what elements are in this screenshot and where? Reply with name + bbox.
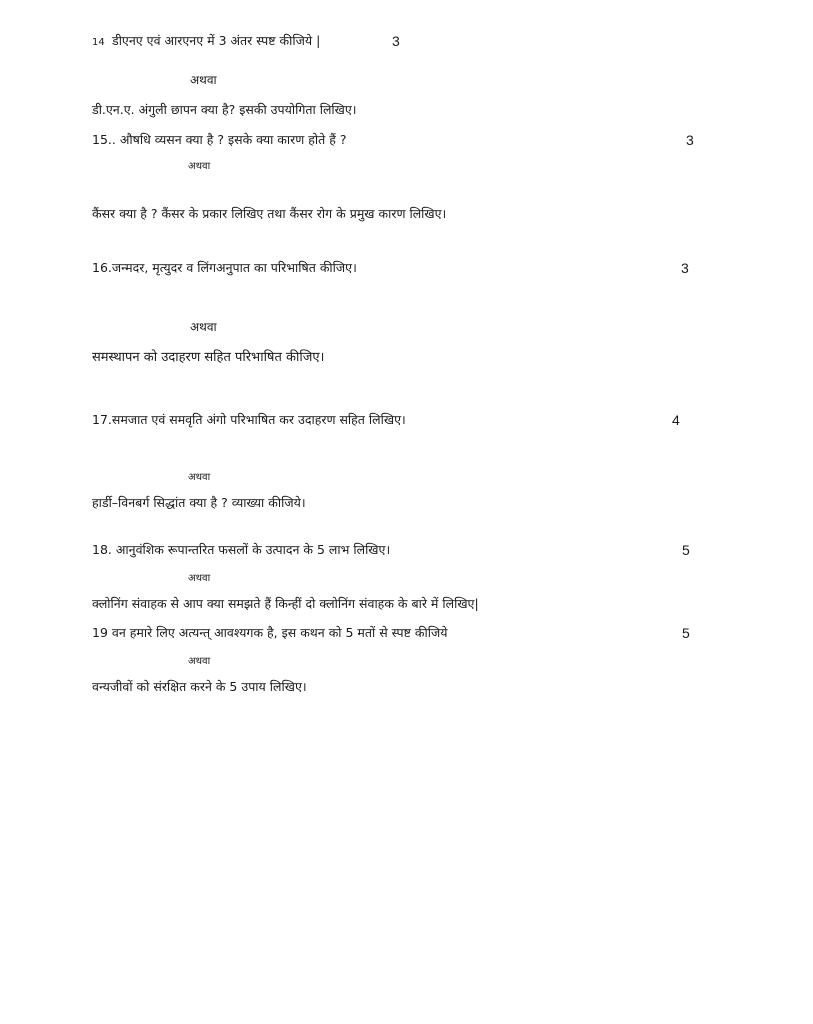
q16-or: अथवा: [190, 320, 217, 334]
q19-or: अथवा: [188, 656, 211, 667]
q16-alt: समस्थापन को उदाहरण सहित परिभाषित कीजिए।: [92, 350, 325, 365]
q18-marks: 5: [682, 542, 690, 558]
q19-marks: 5: [682, 625, 690, 641]
q18-or: अथवा: [188, 573, 211, 584]
q15-text: 15.. औषधि व्यसन क्या है ? इसके क्या कारण होते हैं ?: [92, 132, 347, 147]
q14-alt: डी.एन.ए. अंगुली छापन क्या है? इसकी उपयोगिता लिखिए।: [92, 102, 357, 117]
q16-marks: 3: [681, 260, 689, 276]
q17-or: अथवा: [188, 472, 211, 483]
q15-or: अथवा: [188, 161, 211, 172]
q18-alt: क्लोनिंग संवाहक से आप क्या समझते हैं किन्हीं दो क्लोनिंग संवाहक के बारे में लिखिए|: [92, 596, 479, 611]
q14-text: डीएनए एवं आरएनए में 3 अंतर स्पष्ट कीजिये |: [112, 33, 321, 48]
q17-alt: हार्डी–विनबर्ग सिद्धांत क्या है ? व्याख्या कीजिये।: [92, 495, 306, 510]
q17-marks: 4: [672, 412, 680, 428]
q14-number: 14: [92, 37, 105, 48]
q17-text: 17.समजात एवं समवृति अंगो परिभाषित कर उदाहरण सहित लिखिए।: [92, 412, 406, 427]
q19-alt: वन्यजीवों को संरक्षित करने के 5 उपाय लिखिए।: [92, 679, 307, 694]
q16-text: 16.जन्मदर, मृत्युदर व लिंगअनुपात का परिभाषित कीजिए।: [92, 260, 357, 275]
q15-alt: कैंसर क्या है ? कैंसर के प्रकार लिखिए तथा कैंसर रोग के प्रमुख कारण लिखिए।: [92, 206, 447, 221]
q19-text: 19 वन हमारे लिए अत्यन्त्‌ आवश्यगक है, इस कथन को 5 मतों से स्पष्ट कीजिये: [92, 625, 448, 640]
q14-or: अथवा: [190, 73, 217, 87]
q15-marks: 3: [686, 132, 694, 148]
q14-marks: 3: [392, 33, 400, 49]
q18-text: 18. आनुवंशिक रूपान्तरित फसलों के उत्पादन के 5 लाभ लिखिए।: [92, 542, 391, 557]
